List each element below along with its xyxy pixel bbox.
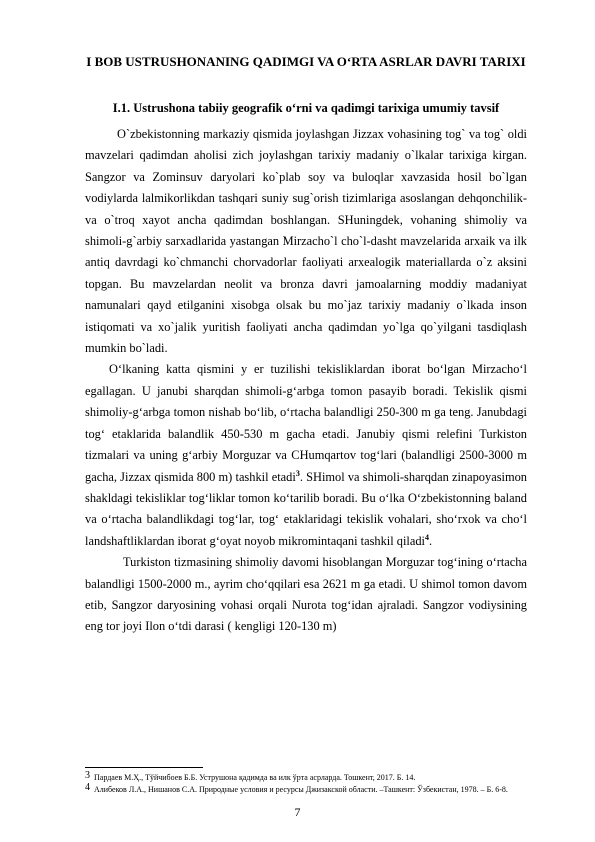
chapter-title: I BOB USTRUSHONANING QADIMGI VA O‘RTA ASRLAR DAVRI TARIXI <box>86 54 526 69</box>
footnote-text: Пардаев М.Ҳ., Тўйчибоев Б.Б. Уструшона қадимда ва илк ўрта асрларда. Тошкент, 2017. Б. 14. <box>94 773 416 782</box>
paragraph-2-part-c: . <box>428 533 433 548</box>
paragraph-2-part-b: . SHimol va shimoli-sharqdan zinapoyasimon shakldagi tekisliklar tog‘liklar tomon ko‘tarilib boradi. Bu o‘lka O‘zbekistonning baland va o‘rtacha balandlikdagi tog‘lar, tog‘ etaklaridagi tekislik vohalari, sho‘rxok va cho‘l landshaftliklardan iborat g‘oyat noyob mikromintaqani tashkil qiladi <box>85 469 527 548</box>
body-text <box>85 124 527 638</box>
section-title: I.1. Ustrushona tabiiy geografik o‘rni va qadimgi tarixiga umumiy tavsif <box>112 101 500 115</box>
paragraph-2-part-a: O‘lkaning katta qismini y er tuzilishi tekisliklardan iborat bo‘lgan Mirzacho‘l egallagan. U janubi sharqdan shimoli-g‘arbga tomon pasayib boradi. Tekislik qismi shimoliy-g‘arbga tomon nishab bo‘lib, o‘rtacha balandligi 250-300 m ga teng. Janubdagi tog‘ etaklarida balandlik 450-530 m gacha etadi. Janubiy qismi relefini Turkiston tizmalari va uning g‘arbiy Morguzar va CHumqartov tog‘lari (balandligi 2500-3000 m gacha, Jizzax qismida 800 m) tashkil etadi <box>85 362 527 484</box>
footnote-separator <box>85 767 203 768</box>
footnote-text: Алибеков Л.А., Нишанов С.А. Природные условия и ресурсы Джизакской области. –Ташкент: Ўзбекистан, 1978. – Б. 6-8. <box>94 785 508 794</box>
paragraph-2 <box>85 359 527 552</box>
page-number: 7 <box>294 805 301 819</box>
footnote-number: 4 <box>85 782 90 793</box>
paragraph-1: O`zbekistonning markaziy qismida joylashgan Jizzax vohasining tog` va tog` oldi mavzelari qadimdan aholisi zich joylashgan tarixiy madaniy o`lkalar tarixiga kirgan. Sangzor va Zominsuv daryolari ko`plab soy va buloqlar xavzasida hosil bo`lgan vodiylarda lalmikorlikdan tashqari suniy sug`orish tizimlariga asoslangan dehqonchilik- va o`troq xayot ancha qadimdan boshlangan. SHuningdek, vohaning shimoliy va shimoli-g`arbiy sarxadlarida yastangan Mirzacho`l cho`l-dasht mavzelarida arxaik va ilk antiq davrdagi ko`chmanchi chorvadorlar faoliyati arxealogik materiallarda o`z aksini topgan. Bu mavzelardan neolit va bronza davri jamoalarning moddiy madaniyat namunalari qayd etilganini xisobga olsak bu mo`jaz tarixiy madaniy o`lkada inson istiqomati va xo`jalik yuritish faoliyati ancha qadimdan yo`lga qo`yilgani tasdiqlash mumkin bo`ladi. <box>85 127 527 356</box>
footnote-4 <box>85 782 527 795</box>
footnote-ref-3[interactable]: 3 <box>295 468 300 478</box>
paragraph-3: Turkiston tizmasining shimoliy davomi hisoblangan Morguzar tog‘ining o‘rtacha balandligi 1500-2000 m., ayrim cho‘qqilari esa 2621 m ga etadi. U shimol tomon davom etib, Sangzor daryosining vohasi orqali Nurota tog‘idan ajraladi. Sangzor vodiysining eng tor joyi Ilon o‘tdi darasi ( kengligi 120-130 m) <box>85 555 527 634</box>
footnote-number: 3 <box>85 770 90 781</box>
footnote-ref-4[interactable]: 4 <box>424 532 429 542</box>
